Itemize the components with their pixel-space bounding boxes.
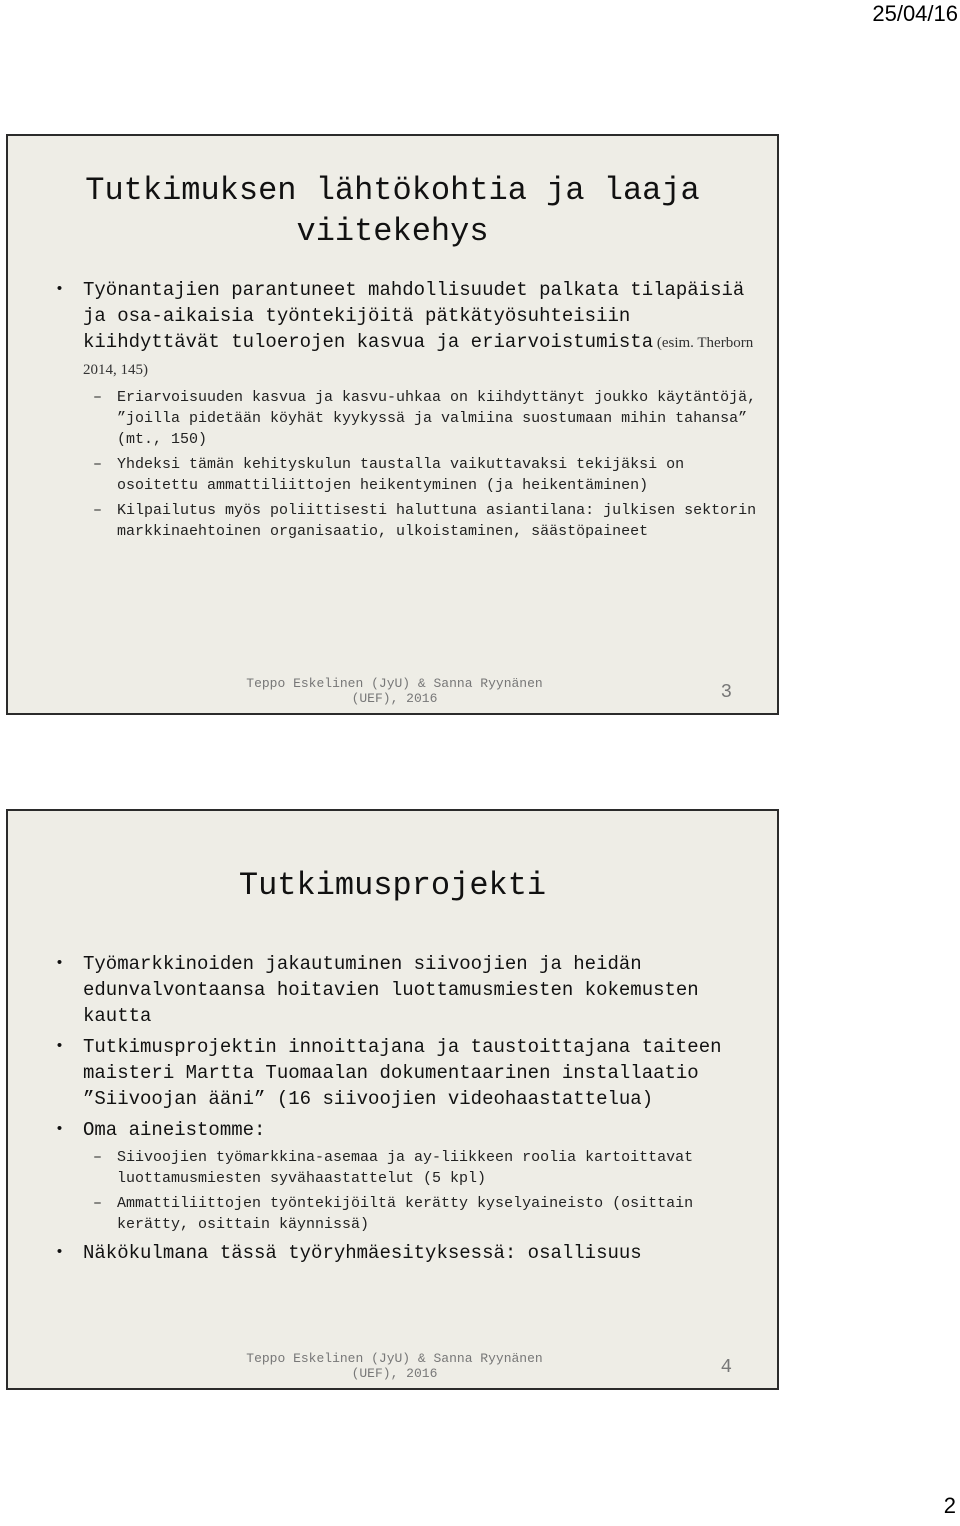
bullet-item <box>55 1034 757 1112</box>
sub-bullet-text: Eriarvoisuuden kasvua ja kasvu-uhkaa on kiihdyttänyt joukko käytäntöjä, ”joilla pidetään köyhät kyykyssä ja valmiina suostumaan mihin tahansa” (mt., 150) <box>117 389 757 448</box>
bullet-text: Tutkimusprojektin innoittajana ja taustoittajana taiteen maisteri Martta Tuomaalan dokumentaarinen installaatio ”Siivoojan ääni” (16 siivoojien videohaastattelua) <box>83 1036 722 1110</box>
bullet-citation: (esim. Therborn 2014, 145) <box>83 335 754 378</box>
footer-affiliation-line: (UEF), 2016 <box>351 691 438 706</box>
footer-affiliation-line: (UEF), 2016 <box>351 1366 438 1381</box>
slide-title: Tutkimusprojekti <box>238 867 547 904</box>
bullet-text: Näkökulmana tässä työryhmäesityksessä: osallisuus <box>83 1242 642 1264</box>
bullet-item <box>55 1240 757 1266</box>
slide-footer <box>8 1351 781 1381</box>
page-date: 25/04/16 <box>872 1 958 26</box>
bullet-item <box>55 1117 757 1143</box>
sub-bullet-item <box>55 500 757 542</box>
slide-number: 4 <box>720 1356 732 1378</box>
bullet-item <box>55 951 757 1029</box>
bullet-list <box>55 277 757 542</box>
dash-icon: – <box>93 502 103 519</box>
sub-bullet-item <box>55 1193 757 1235</box>
slide-4 <box>6 809 779 1390</box>
bullet-icon: • <box>55 1121 65 1138</box>
sub-bullet-text: Ammattiliittojen työntekijöiltä kerätty kyselyaineisto (osittain kerätty, osittain käynnissä) <box>117 1195 694 1233</box>
bullet-icon: • <box>55 955 65 972</box>
dash-icon: – <box>93 1149 103 1166</box>
slide-title: Tutkimuksen lähtökohtia ja laaja viitekehys <box>85 172 700 250</box>
slide-number: 3 <box>720 681 732 703</box>
bullet-list <box>55 951 757 1266</box>
bullet-item <box>55 277 757 383</box>
dash-icon: – <box>93 456 103 473</box>
sub-bullet-item <box>55 387 757 450</box>
slide-footer <box>8 676 781 706</box>
slide-body <box>55 951 757 1266</box>
sub-bullet-text: Yhdeksi tämän kehityskulun taustalla vaikuttavaksi tekijäksi on osoitettu ammattiliittojen heikentyminen (ja heikentäminen) <box>117 456 685 494</box>
bullet-text: Työnantajien parantuneet mahdollisuudet palkata tilapäisiä ja osa-aikaisia työntekijöitä pätkätyösuhteisiin kiihdyttävät tuloerojen kasvua ja eriarvoistumista <box>83 279 745 353</box>
dash-icon: – <box>93 1195 103 1212</box>
footer-author-line: Teppo Eskelinen (JyU) & Sanna Ryynänen <box>246 1351 543 1366</box>
bullet-icon: • <box>55 281 65 298</box>
sub-bullet-text: Siivoojien työmarkkina-asemaa ja ay-liikkeen roolia kartoittavat luottamusmiesten syvähaastattelut (5 kpl) <box>117 1149 694 1187</box>
page-number: 2 <box>943 1493 956 1518</box>
bullet-text: Oma aineistomme: <box>83 1119 266 1141</box>
sub-bullet-item <box>55 1147 757 1189</box>
sub-bullet-item <box>55 454 757 496</box>
bullet-icon: • <box>55 1244 65 1261</box>
dash-icon: – <box>93 389 103 406</box>
bullet-text: Työmarkkinoiden jakautuminen siivoojien ja heidän edunvalvontaansa hoitavien luottamusmiesten kokemusten kautta <box>83 953 699 1027</box>
slide-3 <box>6 134 779 715</box>
footer-author-line: Teppo Eskelinen (JyU) & Sanna Ryynänen <box>246 676 543 691</box>
sub-bullet-text: Kilpailutus myös poliittisesti haluttuna asiantilana: julkisen sektorin markkinaehtoinen organisaatio, ulkoistaminen, säästöpaineet <box>117 502 757 540</box>
bullet-icon: • <box>55 1038 65 1055</box>
slide-body <box>55 277 757 542</box>
